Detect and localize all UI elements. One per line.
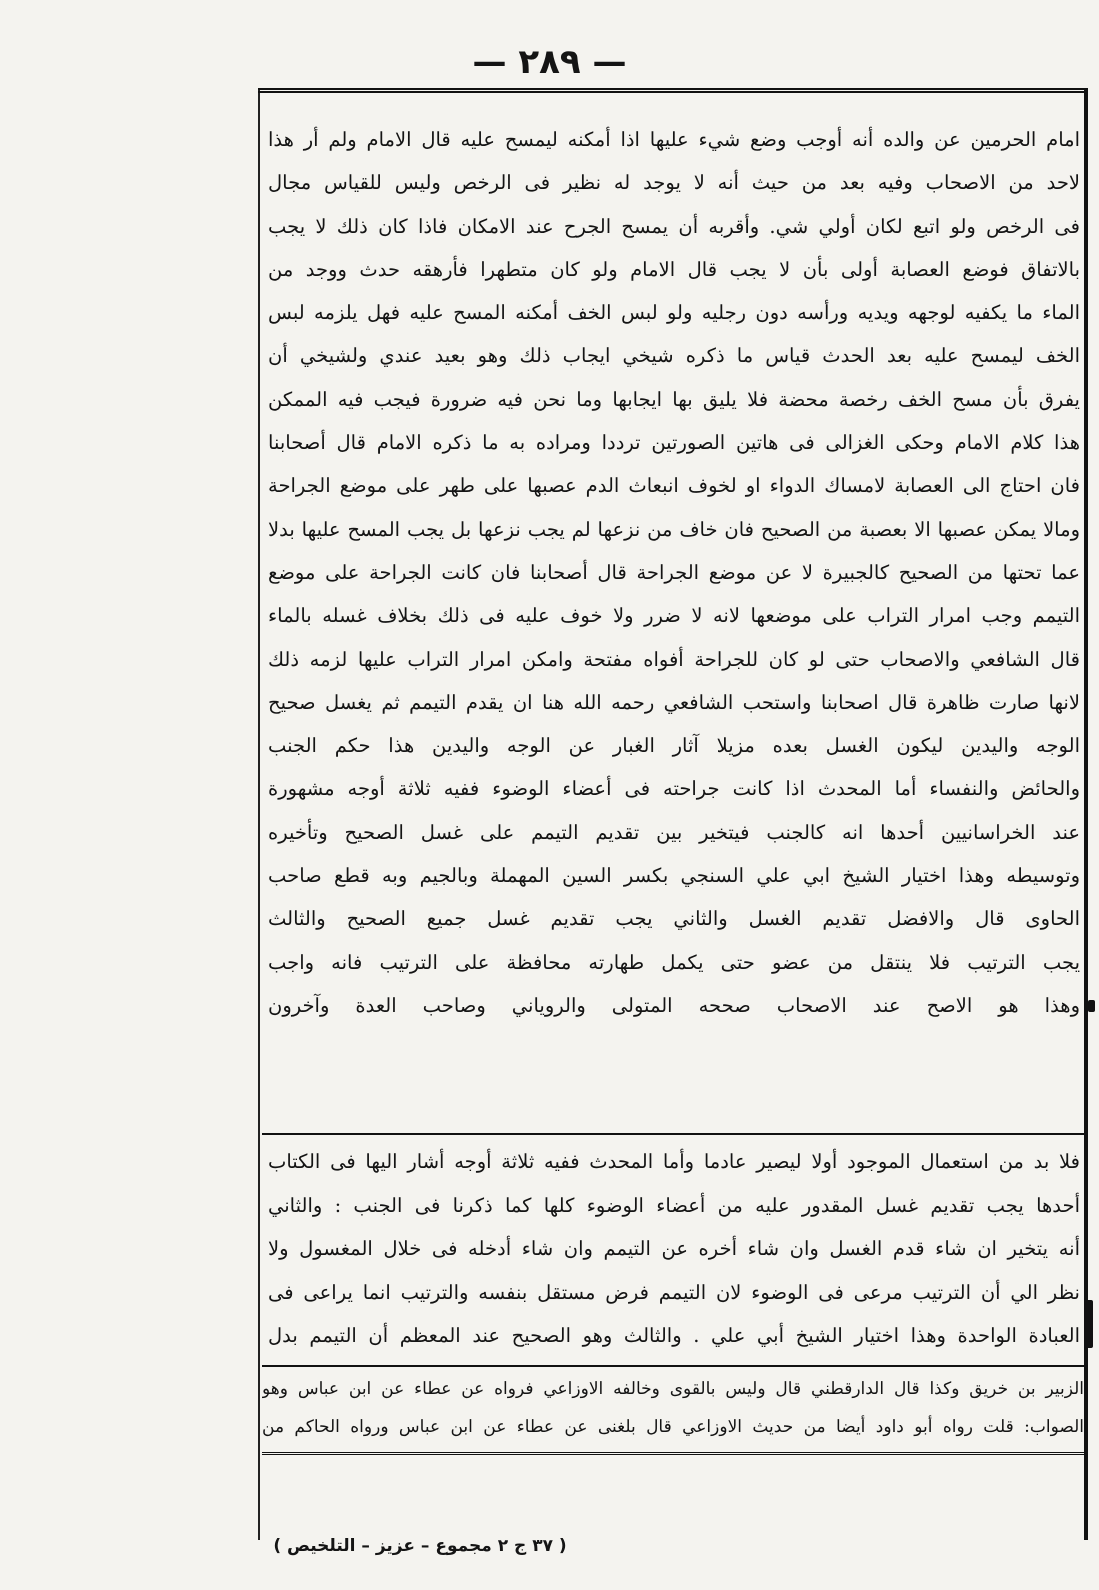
commentary-line: نظر الي أن الترتيب مرعى فى الوضوء لان التيمم فرض مستقل بنفسه والترتيب انما يراعى فى xyxy=(268,1280,1080,1304)
main-line: وهذا هو الاصح عند الاصحاب صححه المتولى والروياني وصاحب العدة وآخرون xyxy=(268,993,1080,1017)
main-line: الخف ليمسح عليه بعد الحدث قياس ما ذكره شيخي ايجاب ذلك وهو بعيد عندي ولشيخي أن xyxy=(268,344,1080,368)
section-divider xyxy=(262,1365,1084,1367)
commentary-block xyxy=(268,1140,1080,1358)
main-line: فى الرخص ولو اتبع لكان أولي شي. وأقربه أن يمسح الجرح عند الامكان فاذا كان ذلك لا يجب xyxy=(268,214,1080,238)
commentary-line: أنه يتخير ان شاء قدم الغسل وان شاء أخره عن التيمم وان شاء أدخله فى خلال المغسول ولا xyxy=(268,1237,1080,1260)
top-rule xyxy=(258,88,1088,93)
main-line: الوجه واليدين ليكون الغسل بعده مزيلا آثار الغبار عن الوجه واليدين هذا حكم الجنب xyxy=(268,734,1080,758)
bottom-rule xyxy=(262,1452,1084,1455)
commentary-line: فلا بد من استعمال الموجود أولا ليصير عادما وأما المحدث ففيه ثلاثة أوجه أشار اليها فى الكتاب xyxy=(268,1150,1080,1173)
main-line: لانها صارت ظاهرة قال اصحابنا واستحب الشافعي رحمه الله هنا ان يقدم التيمم ثم يغسل صحيح xyxy=(268,690,1080,714)
main-line: الماء ما يكفيه لوجهه ويديه ورأسه دون رجليه ولو لبس الخف أمكنه المسح عليه فهل يلزمه لبس xyxy=(268,301,1080,325)
section-divider xyxy=(262,1133,1084,1135)
main-line: يجب الترتيب فلا ينتقل من عضو حتى يكمل طهارته محافظة على الترتيب فانه واجب xyxy=(268,950,1080,974)
notes-line: الزبير بن خريق وكذا قال الدارقطني قال وليس بالقوى وخالفه الاوزاعي فرواه عن عطاء عن ابن عباس وهو xyxy=(262,1379,1084,1399)
footer-signature: ( ٣٧ ج ٢ مجموع – عزيز – التلخيص ) xyxy=(273,1536,567,1556)
commentary-line: أحدها يجب تقديم غسل المقدور عليه من أعضاء الوضوء كلها كما ذكرنا فى الجنب : والثاني xyxy=(268,1193,1080,1217)
main-line: قال الشافعي والاصحاب حتى لو كان للجراحة أفواه مفتحة وامكن امرار التراب عليها لزمه ذلك xyxy=(268,647,1080,671)
main-line: التيمم وجب امرار التراب على موضعها لانه لا ضرر ولا خوف عليه فى ذلك بخلاف غسله بالماء xyxy=(268,604,1080,628)
main-line: امام الحرمين عن والده أنه أوجب وضع شيء عليها اذا أمكنه ليمسح عليه قال الامام ولم أر هذا xyxy=(268,128,1080,151)
main-line: وتوسيطه وهذا اختيار الشيخ ابي علي السنجي بكسر السين المهملة وبالجيم وبه قطع صاحب xyxy=(268,864,1080,888)
margin-mark xyxy=(1088,1000,1095,1012)
main-text-block xyxy=(268,118,1080,1027)
main-line: يفرق بأن مسح الخف رخصة محضة فلا يليق بها ايجابها وما نحن فيه ضرورة فيجب فيه الممكن xyxy=(268,387,1080,411)
main-line: والحائض والنفساء أما المحدث اذا كانت جراحته فى أعضاء الوضوء ففيه ثلاثة أوجه مشهورة xyxy=(268,777,1080,801)
notes-block xyxy=(262,1370,1084,1446)
main-line: عند الخراسانيين أحدها انه كالجنب فيتخير بين تقديم التيمم على غسل الصحيح وتأخيره xyxy=(268,820,1080,844)
main-line: ومالا يمكن عصبها الا بعصبة من الصحيح فان خاف من نزعها لم يجب نزعها بل يجب المسح عليها بدلا xyxy=(268,517,1080,541)
main-line: فان احتاج الى العصابة لامساك الدواء او لخوف انبعاث الدم عصبها على طهر على موضع الجراحة xyxy=(268,474,1080,498)
notes-line: الصواب: قلت رواه أبو داود أيضا من حديث الاوزاعي قال بلغنى عن عطاء عن ابن عباس ورواه الحاكم من xyxy=(262,1417,1084,1437)
page-number: — ٢٨٩ — xyxy=(472,42,627,82)
margin-mark xyxy=(1086,1300,1093,1348)
main-line: بالاتفاق فوضع العصابة أولى بأن لا يجب قال الامام ولو كان متطهرا فأرهقه حدث ووجد من xyxy=(268,257,1080,281)
commentary-line: العبادة الواحدة وهذا اختيار الشيخ أبي علي . والثالث وهو الصحيح عند المعظم أن التيمم بدل xyxy=(268,1324,1080,1347)
main-line: هذا كلام الامام وحكى الغزالى فى هاتين الصورتين ترددا ومراده به ما ذكره الامام قال أصحابنا xyxy=(268,431,1080,455)
main-line: الحاوى قال والافضل تقديم الغسل والثاني يجب تقديم غسل جميع الصحيح والثالث xyxy=(268,907,1080,931)
main-line: عما تحتها من الصحيح كالجبيرة لا عن موضع الجراحة قال أصحابنا فان كانت الجراحة على موضع xyxy=(268,560,1080,584)
main-line: لاحد من الاصحاب وفيه بعد من حيث أنه لا يوجد له نظير فى الرخص وليس للقياس مجال xyxy=(268,171,1080,195)
